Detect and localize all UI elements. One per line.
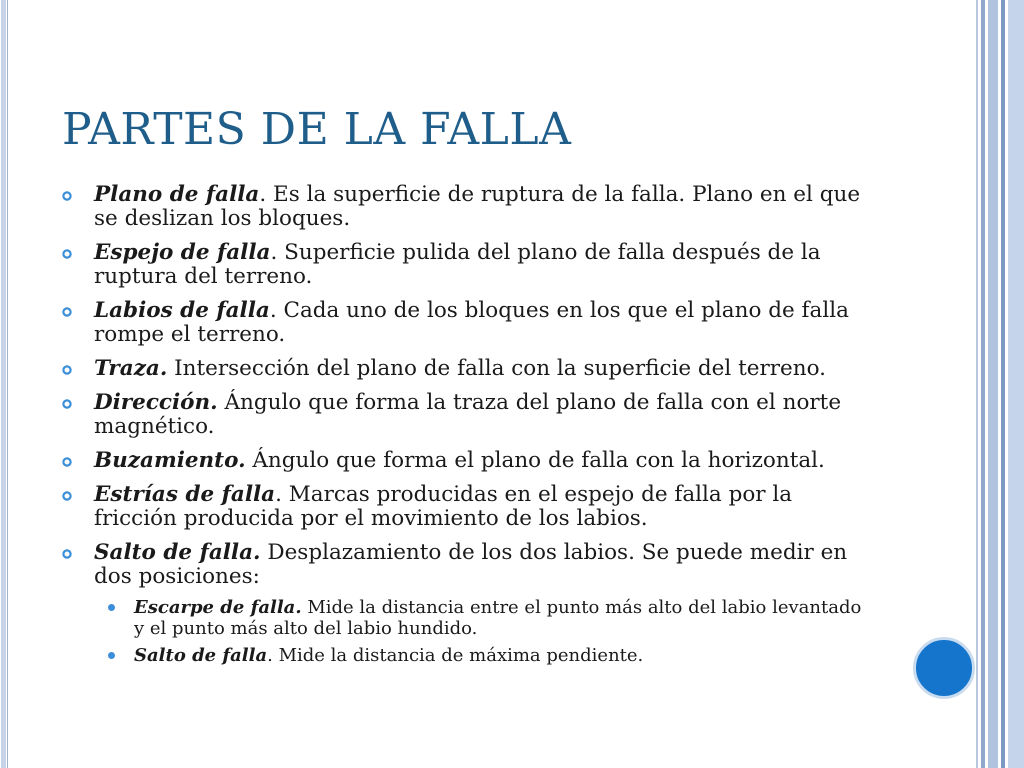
sub-item-text: . Mide la distancia de máxima pendiente. <box>267 645 644 666</box>
item-text: . Es la superficie de ruptura de la falla. Plano en el que se deslizan los bloques. <box>94 182 861 231</box>
item-text: Intersección del plano de falla con la superficie del terreno. <box>167 356 827 381</box>
slide-content <box>62 183 872 672</box>
item-term: Labios de falla <box>94 298 270 323</box>
item-text: . Marcas producidas en el espejo de falla por la fricción producida por el movimiento de los labios. <box>94 482 793 531</box>
item-term: Estrías de falla <box>94 482 276 507</box>
item-term: Traza. <box>94 356 168 381</box>
ring-bullet-icon <box>62 249 72 259</box>
list-item <box>62 183 872 231</box>
list-item <box>62 241 872 289</box>
sub-item-term: Escarpe de falla. <box>134 597 302 618</box>
dot-bullet-icon <box>108 604 115 611</box>
list-item <box>62 299 872 347</box>
list-item <box>62 541 872 589</box>
ring-bullet-icon <box>62 491 72 501</box>
ring-bullet-icon <box>62 365 72 375</box>
list-item <box>62 449 872 473</box>
item-term: Dirección. <box>94 390 218 415</box>
list-item <box>62 391 872 439</box>
item-text: Ángulo que forma la traza del plano de falla con el norte magnético. <box>94 390 842 439</box>
ring-bullet-icon <box>62 457 72 467</box>
left-border <box>0 0 8 768</box>
sub-list-item <box>62 645 872 666</box>
decorative-circle <box>913 637 975 699</box>
list-item <box>62 357 872 381</box>
right-decorative-stripes <box>976 0 1024 768</box>
item-text: . Cada uno de los bloques en los que el plano de falla rompe el terreno. <box>94 298 849 347</box>
sub-list-item <box>62 597 872 639</box>
list-item <box>62 483 872 531</box>
item-text: Desplazamiento de los dos labios. Se puede medir en dos posiciones: <box>94 540 848 589</box>
ring-bullet-icon <box>62 307 72 317</box>
sub-item-text: Mide la distancia entre el punto más alto del labio levantado y el punto más alto del labio hundido. <box>134 597 862 639</box>
item-text: . Superficie pulida del plano de falla después de la ruptura del terreno. <box>94 240 821 289</box>
item-term: Plano de falla <box>94 182 260 207</box>
slide-title: PARTES DE LA FALLA <box>62 104 572 155</box>
dot-bullet-icon <box>108 652 115 659</box>
item-term: Espejo de falla <box>94 240 271 265</box>
ring-bullet-icon <box>62 399 72 409</box>
ring-bullet-icon <box>62 549 72 559</box>
ring-bullet-icon <box>62 191 72 201</box>
item-term: Buzamiento. <box>94 448 246 473</box>
item-term: Salto de falla. <box>94 540 261 565</box>
item-text: Ángulo que forma el plano de falla con la horizontal. <box>245 448 825 473</box>
sub-item-term: Salto de falla <box>134 645 268 666</box>
